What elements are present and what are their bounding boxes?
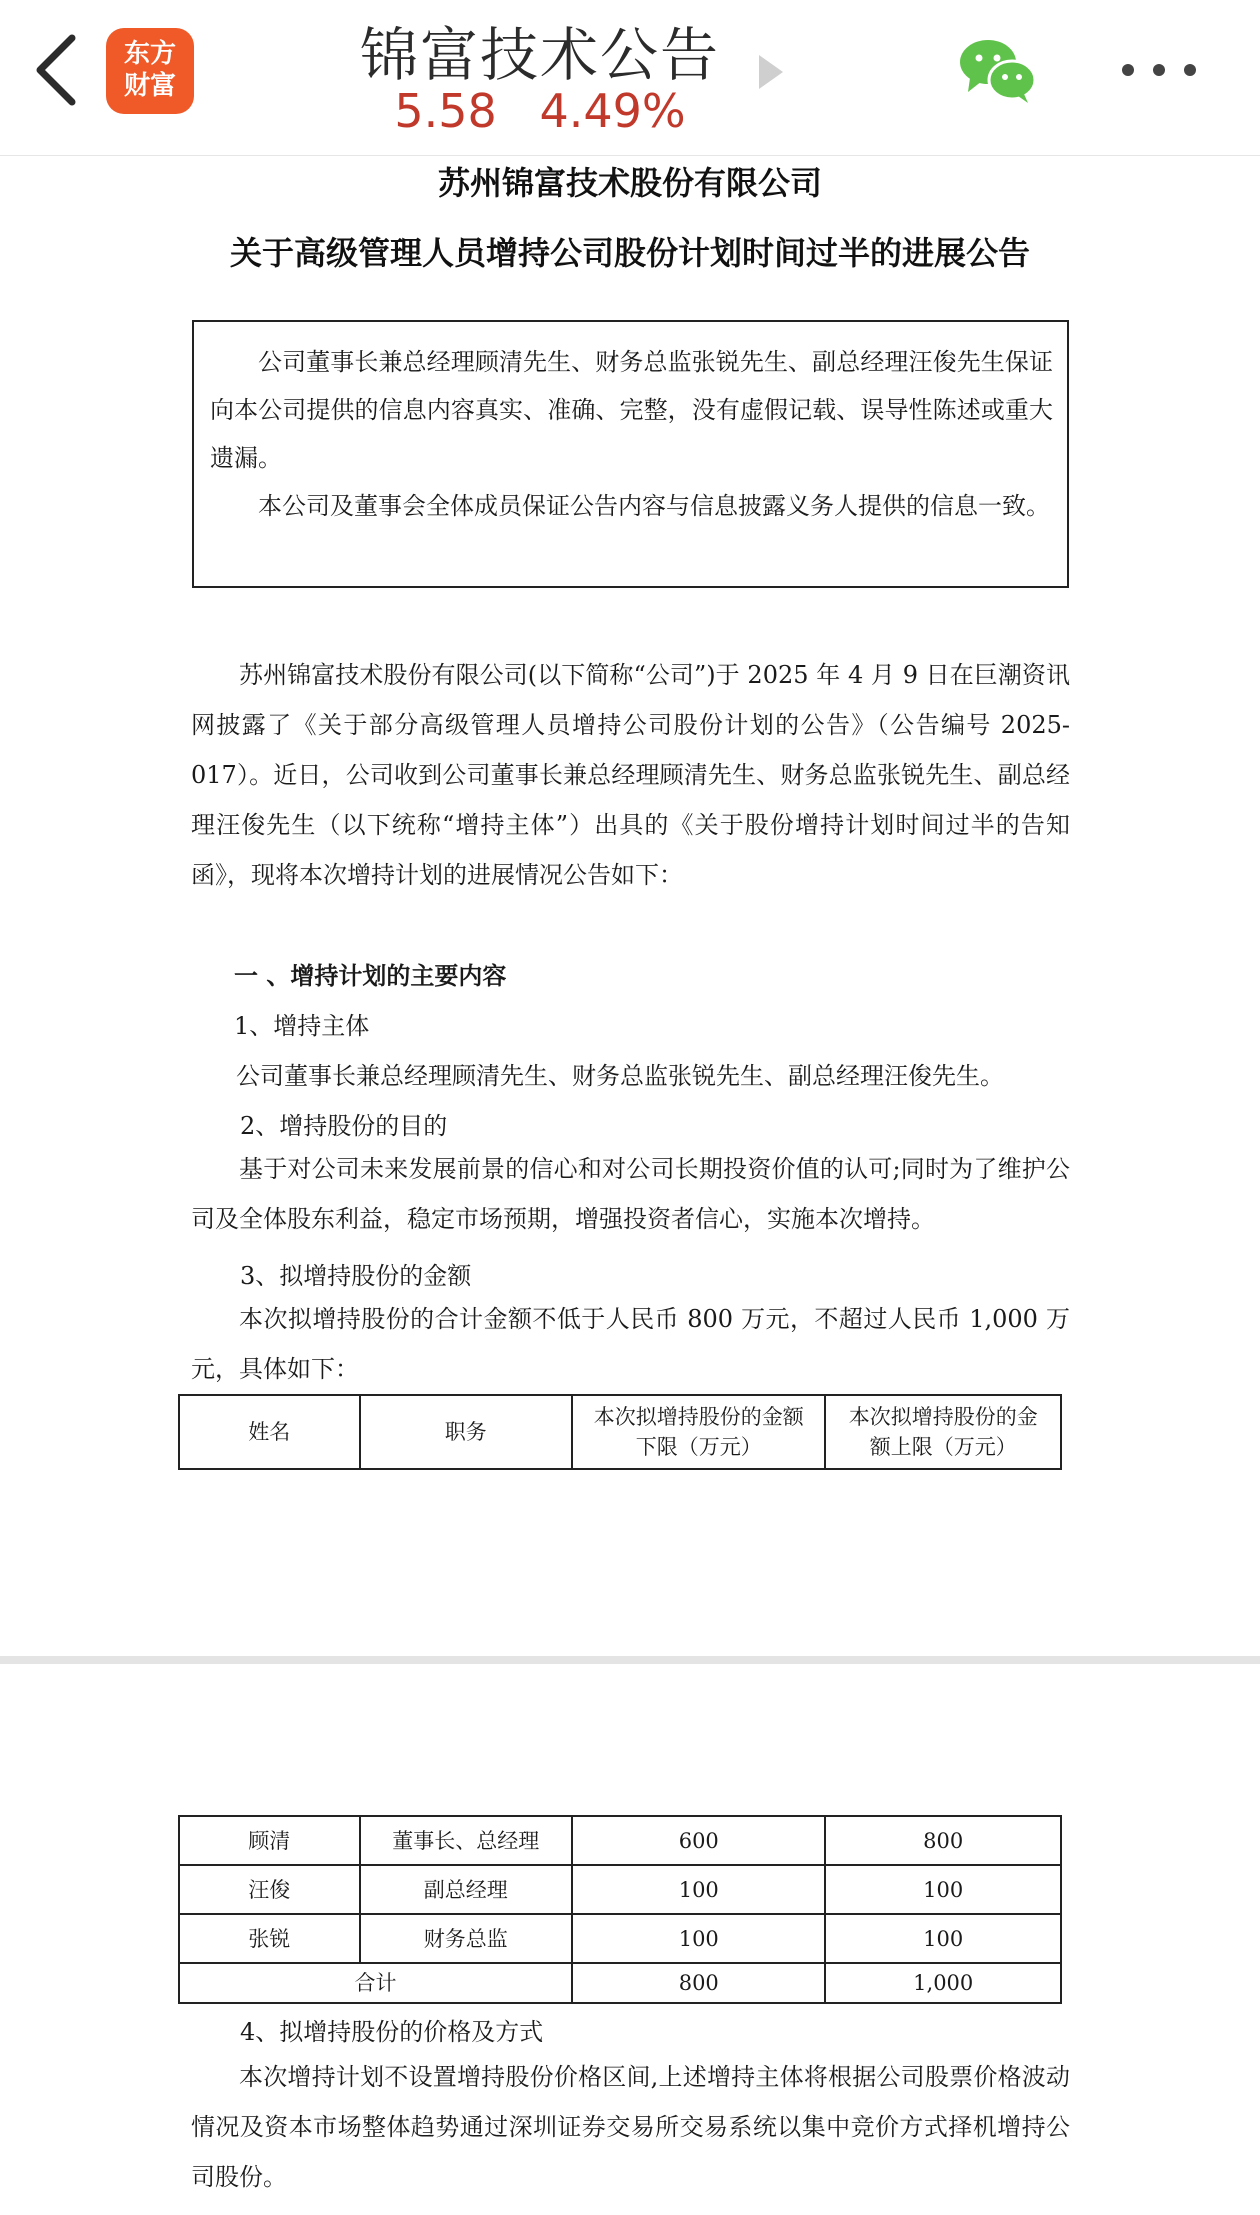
stock-change: 4.49% (539, 84, 686, 138)
subsection-title: 2、增持股份的目的 (240, 1112, 448, 1140)
subsection-body: 本次拟增持股份的合计金额不低于人民币 800 万元，不超过人民币 1,000 万元，具体如下： (191, 1305, 1070, 1383)
more-dot (1153, 64, 1165, 76)
table-row (179, 1865, 1061, 1914)
disclaimer-paragraph: 公司董事长兼总经理顾清先生、财务总监张锐先生、副总经理汪俊先生保证向本公司提供的信息内容真实、准确、完整，没有虚假记载、误导性陈述或重大遗漏。 (210, 348, 1053, 472)
table-cell: 100 (572, 1914, 825, 1963)
logo-line-2: 财富 (123, 71, 176, 101)
subsection-title: 4、拟增持股份的价格及方式 (240, 2018, 544, 2046)
subsection-title: 1、增持主体 (234, 1012, 370, 1040)
wechat-icon[interactable] (958, 36, 1038, 104)
table-cell: 副总经理 (360, 1865, 573, 1914)
table-cell: 汪俊 (179, 1865, 360, 1914)
table-cell: 顾清 (179, 1816, 360, 1865)
more-dots-icon[interactable] (1122, 60, 1196, 80)
table-cell: 100 (572, 1865, 825, 1914)
table-cell: 财务总监 (360, 1914, 573, 1963)
table-cell: 100 (825, 1865, 1061, 1914)
stock-quote[interactable] (300, 84, 780, 138)
more-dot (1122, 64, 1134, 76)
subsection-body: 本次增持计划不设置增持股份价格区间,上述增持主体将根据公司股票价格波动情况及资本市场整体趋势通过深圳证券交易所交易系统以集中竞价方式择机增持公司股份。 (191, 2063, 1070, 2191)
disclaimer-box (192, 320, 1069, 588)
document-title: 关于高级管理人员增持公司股份计划时间过半的进展公告 (229, 234, 1030, 272)
page-title: 锦富技术公告 (359, 21, 720, 89)
table-header-cell: 本次拟增持股份的金额下限（万元） (572, 1395, 825, 1469)
section-heading: 一 、增持计划的主要内容 (234, 961, 507, 990)
increase-plan-table-header (178, 1394, 1062, 1470)
subsection-body: 基于对公司未来发展前景的信心和对公司长期投资价值的认可;同时为了维护公司及全体股东利益，稳定市场预期，增强投资者信心，实施本次增持。 (191, 1155, 1070, 1233)
table-cell: 100 (825, 1914, 1061, 1963)
company-name: 苏州锦富技术股份有限公司 (437, 164, 822, 202)
table-total-row (179, 1963, 1061, 2003)
table-total-high: 1,000 (825, 1963, 1061, 2003)
stock-price: 5.58 (394, 84, 497, 138)
page-separator (0, 1656, 1260, 1664)
table-cell: 800 (825, 1816, 1061, 1865)
intro-paragraph: 苏州锦富技术股份有限公司(以下简称“公司”)于 2025 年 4 月 9 日在巨潮资讯网披露了《关于部分高级管理人员增持公司股份计划的公告》（公告编号 2025-017）。近日，公司收到公司董事长兼总经理顾清先生、财务总监张锐先生、副总经理汪俊先生（以下统称“增持主体”）出具的《关于股份增持计划时间过半的告知函》，现将本次增持计划的进展情况公告如下： (191, 661, 1070, 889)
table-total-low: 800 (572, 1963, 825, 2003)
play-icon[interactable] (756, 52, 786, 92)
table-header-cell: 本次拟增持股份的金额上限（万元） (825, 1395, 1061, 1469)
subsection-body: 公司董事长兼总经理顾清先生、财务总监张锐先生、副总经理汪俊先生。 (236, 1062, 1004, 1090)
increase-plan-table (178, 1815, 1062, 2004)
top-app-bar (0, 0, 1260, 156)
table-header-cell: 姓名 (179, 1395, 360, 1469)
logo-line-1: 东方 (123, 39, 176, 69)
disclaimer-paragraph: 本公司及董事会全体成员保证公告内容与信息披露义务人提供的信息一致。 (258, 492, 1050, 520)
table-cell: 600 (572, 1816, 825, 1865)
table-row (179, 1816, 1061, 1865)
table-cell: 张锐 (179, 1914, 360, 1963)
table-cell: 董事长、总经理 (360, 1816, 573, 1865)
back-button[interactable] (26, 28, 86, 112)
table-total-label: 合计 (179, 1963, 572, 2003)
app-logo[interactable] (106, 28, 194, 114)
subsection-title: 3、拟增持股份的金额 (240, 1262, 472, 1290)
table-row (179, 1914, 1061, 1963)
chevron-left-icon (34, 34, 78, 106)
more-dot (1184, 64, 1196, 76)
table-header-cell: 职务 (360, 1395, 572, 1469)
